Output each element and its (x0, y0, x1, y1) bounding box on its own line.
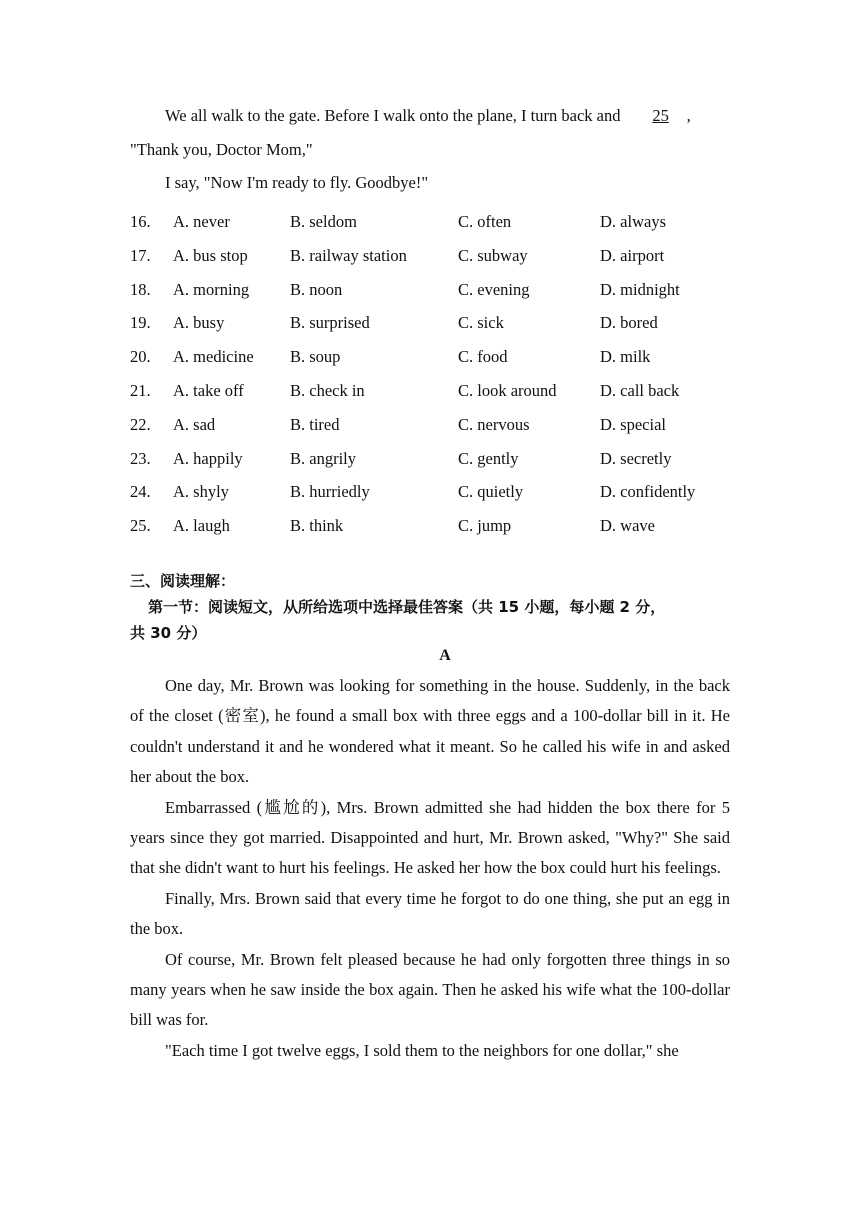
option-d: D. milk (600, 347, 651, 367)
option-c: C. quietly (458, 482, 524, 502)
option-b: B. railway station (290, 245, 407, 265)
paragraph: Finally, Mrs. Brown said that every time he forgot to do one thing, she put an egg in the box. (130, 888, 730, 939)
section-instructions-cont: 共 30 分） (130, 624, 207, 642)
option-c: C. look around (458, 381, 557, 400)
passage-line-1 (165, 106, 730, 126)
option-a: A. take off (173, 381, 244, 400)
option-b: B. noon (290, 279, 343, 299)
option-row (130, 347, 730, 369)
option-b: B. soup (290, 347, 341, 367)
option-b: B. seldom (290, 212, 357, 231)
passage-comma: , (686, 106, 691, 125)
option-b: B. tired (290, 414, 340, 434)
option-d: D. wave (600, 516, 655, 536)
section-heading: 三、阅读理解： (130, 572, 236, 590)
section-instructions: 第一节：阅读短文，从所给选项中选择最佳答案（共 15 小题，每小题 2 分， (148, 598, 666, 616)
option-a: A. bus stop (173, 245, 248, 265)
option-d: D. always (600, 212, 666, 231)
option-b: B. check in (290, 381, 365, 400)
question-number: 20. (130, 347, 151, 367)
question-number: 17. (130, 245, 151, 265)
option-d: D. confidently (600, 482, 696, 502)
question-number: 25. (130, 516, 151, 536)
option-d: D. special (600, 414, 666, 434)
paragraph: One day, Mr. Brown was looking for something in the house. Suddenly, in the back of the closet (密室), he found a small box with three eggs and a 100-dollar bill in it. He couldn't understand it and he wondered what it meant. So he called his wife in and asked her about the box. (130, 676, 730, 787)
option-row (130, 313, 730, 335)
question-number: 16. (130, 212, 151, 231)
option-c: C. nervous (458, 414, 530, 434)
paragraph: "Each time I got twelve eggs, I sold them to the neighbors for one dollar," she (165, 1040, 679, 1060)
option-row (130, 280, 730, 302)
option-a: A. laugh (173, 516, 230, 536)
paragraph: Embarrassed (尴尬的), Mrs. Brown admitted she had hidden the box there for 5 years since they got married. Disappointed and hurt, Mr. Brown asked, "Why?" She said that she didn't want to hurt his feelings. He asked her how the box could hurt his feelings. (130, 797, 730, 878)
question-number: 23. (130, 448, 151, 468)
passage-label: A (439, 647, 451, 664)
option-d: D. secretly (600, 448, 672, 468)
option-a: A. happily (173, 448, 243, 468)
passage-text: We all walk to the gate. Before I walk onto the plane, I turn back and (165, 106, 621, 125)
question-number: 18. (130, 279, 151, 299)
option-b: B. surprised (290, 313, 370, 333)
option-c: C. jump (458, 516, 512, 536)
option-c: C. sick (458, 313, 504, 333)
option-c: C. food (458, 347, 508, 367)
option-c: C. gently (458, 448, 519, 468)
option-d: D. midnight (600, 279, 680, 299)
paragraph: Of course, Mr. Brown felt pleased because he had only forgotten three things in so many years when he saw inside the box again. Then he asked his wife what the 100-dollar bill was for. (130, 949, 730, 1030)
question-number: 22. (130, 414, 151, 434)
option-a: A. morning (173, 279, 250, 299)
option-b: B. think (290, 516, 344, 536)
option-c: C. often (458, 212, 512, 231)
option-row (130, 516, 730, 538)
option-row (130, 212, 730, 234)
option-d: D. call back (600, 381, 680, 400)
answer-blank-25: 25 (652, 106, 669, 125)
option-a: A. shyly (173, 482, 229, 502)
option-c: C. subway (458, 245, 528, 265)
question-number: 21. (130, 381, 151, 400)
option-row (130, 482, 730, 504)
option-b: B. angrily (290, 448, 356, 468)
option-row (130, 449, 730, 471)
option-row (130, 415, 730, 437)
option-a: A. medicine (173, 347, 254, 367)
option-d: D. bored (600, 313, 658, 333)
option-b: B. hurriedly (290, 482, 370, 502)
option-d: D. airport (600, 245, 665, 265)
passage-a (130, 671, 730, 1066)
option-c: C. evening (458, 279, 530, 299)
question-number: 19. (130, 313, 151, 333)
option-row (130, 246, 730, 268)
option-a: A. busy (173, 313, 225, 333)
option-a: A. sad (173, 414, 216, 434)
passage-line-2: "Thank you, Doctor Mom," (130, 140, 313, 159)
question-number: 24. (130, 482, 151, 502)
option-a: A. never (173, 212, 230, 231)
passage-line-3: I say, "Now I'm ready to fly. Goodbye!" (165, 173, 429, 192)
option-row (130, 381, 730, 403)
